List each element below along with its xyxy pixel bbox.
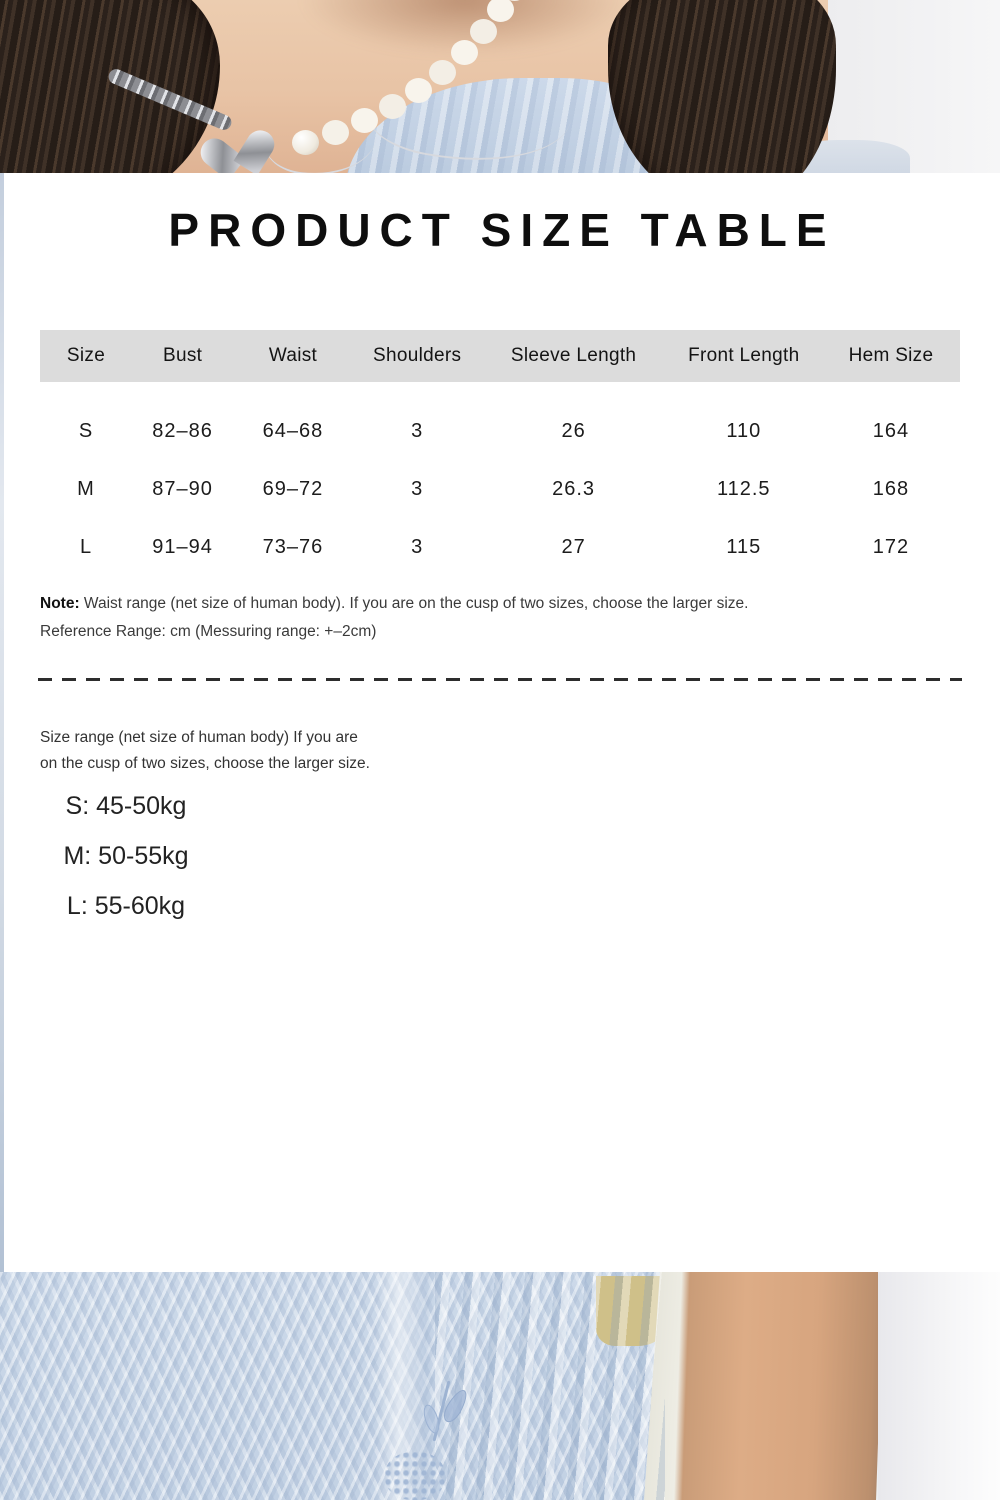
size-range-line-1: Size range (net size of human body) If you are: [40, 729, 358, 746]
heart-pendant: [209, 114, 264, 166]
cell-front-length: 115: [726, 535, 762, 558]
hair-left: [0, 0, 220, 173]
page-title: PRODUCT SIZE TABLE: [168, 204, 836, 256]
cell-waist: 73–76: [262, 535, 324, 558]
cell-bust: 87–90: [152, 477, 213, 500]
size-range-line-2: on the cusp of two sizes, choose the larger size.: [40, 755, 370, 772]
product-photo-bottom: [0, 1272, 1000, 1500]
cell-size: M: [77, 477, 95, 500]
size-table: [40, 330, 960, 576]
cell-sleeve-length: 27: [561, 535, 586, 558]
table-row-m: [40, 460, 960, 518]
column-header-bust: Bust: [132, 330, 233, 382]
cell-bust: 91–94: [152, 535, 213, 558]
cell-front-length: 112.5: [716, 477, 771, 500]
column-header-front-length: Front Length: [666, 330, 822, 382]
column-header-waist: Waist: [233, 330, 353, 382]
cell-hem-size: 164: [872, 419, 910, 442]
note-body: Waist range (net size of human body). If you are on the cusp of two sizes, choose the larger size.: [83, 595, 749, 612]
cell-shoulders: 3: [411, 477, 424, 500]
note-text: [40, 590, 1000, 646]
chin-shadow: [300, 0, 630, 55]
cell-size: S: [78, 419, 94, 442]
cell-hem-size: 172: [872, 535, 910, 558]
hair-right: [608, 0, 836, 173]
spacer-row: [40, 382, 960, 402]
embroidery-detail: [385, 1452, 445, 1500]
column-header-hem-size: Hem Size: [822, 330, 960, 382]
dashed-divider: [38, 678, 962, 681]
weight-item-s: S: 45-50kg: [65, 792, 187, 820]
fabric-pleats: [435, 1272, 665, 1500]
cell-bust: 82–86: [152, 419, 213, 442]
cell-waist: 64–68: [262, 419, 324, 442]
cell-waist: 69–72: [262, 477, 324, 500]
table-header-row: [40, 330, 960, 382]
cell-shoulders: 3: [411, 419, 424, 442]
model-arm: [674, 1272, 884, 1500]
size-info-panel: [4, 173, 1000, 1272]
table-row-l: [40, 518, 960, 576]
model-photo-top: [0, 0, 1000, 173]
table-row-s: [40, 402, 960, 460]
cell-front-length: 110: [726, 419, 762, 442]
background-wall-bottom: [878, 1272, 1000, 1500]
weight-item-m: M: 50-55kg: [63, 842, 189, 870]
note-line-1: [40, 590, 1000, 618]
cell-hem-size: 168: [872, 477, 910, 500]
cell-sleeve-length: 26.3: [552, 477, 596, 500]
cell-sleeve-length: 26: [561, 419, 586, 442]
weight-item-l: L: 55-60kg: [66, 892, 186, 920]
pearl-strand: [292, 130, 319, 155]
reference-range-line: Reference Range: cm (Messuring range: +–2cm): [40, 623, 377, 640]
weight-list: [40, 781, 212, 931]
note-label: Note:: [40, 595, 80, 612]
column-header-sleeve-length: Sleeve Length: [482, 330, 666, 382]
cell-size: L: [79, 535, 93, 558]
size-range-note: [40, 725, 1000, 777]
cell-shoulders: 3: [411, 535, 424, 558]
column-header-size: Size: [40, 330, 132, 382]
column-header-shoulders: Shoulders: [353, 330, 482, 382]
